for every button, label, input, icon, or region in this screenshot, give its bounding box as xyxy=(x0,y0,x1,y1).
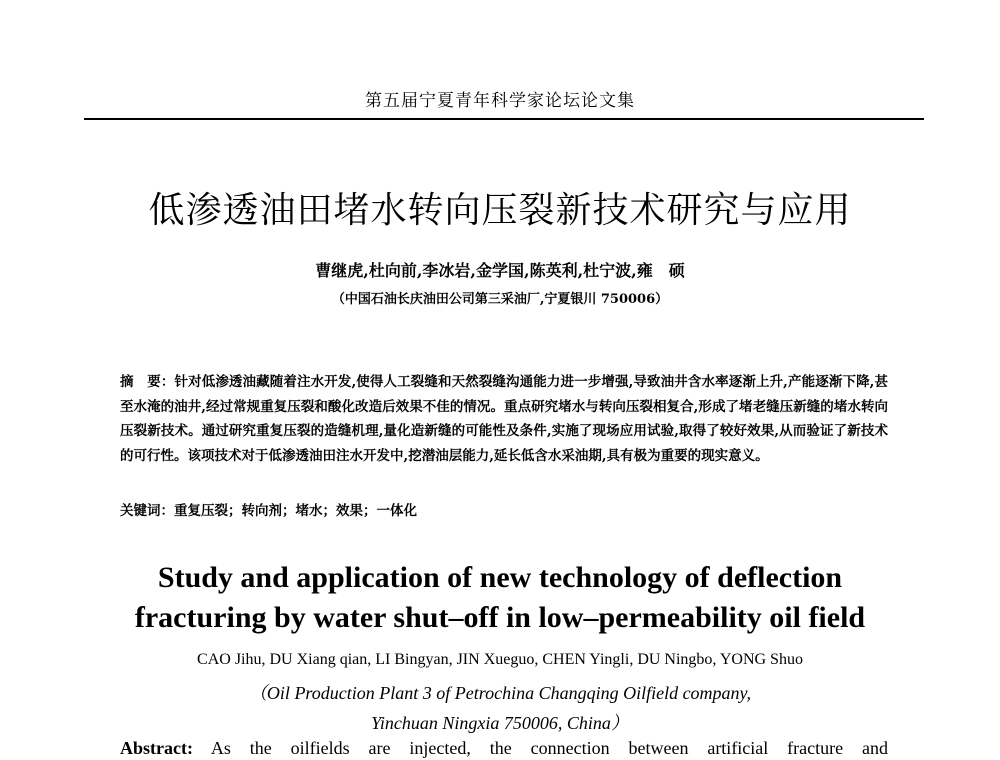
chinese-abstract-text: 针对低渗透油藏随着注水开发,使得人工裂缝和天然裂缝沟通能力进一步增强,导致油井含水率逐渐上升,产能逐渐下降,甚至水淹的油井,经过常规重复压裂和酸化改造后效果不佳的情况。重点研究堵水与转向压裂相复合,形成了堵老缝压新缝的堵水转向压裂新技术。通过研究重复压裂的造缝机理,量化造新缝的可能性及条件,实施了现场应用试验,取得了较好效果,从而验证了新技术的可行性。该项技术对于低渗透油田注水开发中,挖潜油层能力,延长低含水采油期,具有极为重要的现实意义。 xyxy=(120,374,888,464)
chinese-keywords xyxy=(120,500,888,522)
english-abstract-label: Abstract: xyxy=(120,738,193,758)
english-authors: CAO Jihu, DU Xiang qian, LI Bingyan, JIN Xueguo, CHEN Yingli, DU Ningbo, YONG Shuo xyxy=(197,651,803,668)
chinese-affiliation: （中国石油长庆油田公司第三采油厂,宁夏银川 750006） xyxy=(331,292,669,307)
english-title-line-1: Study and application of new technology of deflection xyxy=(157,561,843,594)
english-title xyxy=(0,558,1000,638)
chinese-keywords-text: 重复压裂；转向剂；堵水；效果；一体化 xyxy=(174,503,417,519)
header-rule xyxy=(84,118,924,120)
chinese-authors: 曹继虎,杜向前,李冰岩,金学国,陈英利,杜宁波,雍 硕 xyxy=(315,261,685,280)
chinese-abstract xyxy=(120,370,888,468)
running-header: 第五届宁夏青年科学家论坛论文集 xyxy=(365,91,635,111)
english-title-line-2: fracturing by water shut–off in low–permeability oil field xyxy=(134,601,866,634)
english-affiliation-line-1: （Oil Production Plant 3 of Petrochina Changqing Oilfield company, xyxy=(248,683,752,703)
english-affiliation-line-2: Yinchuan Ningxia 750006, China） xyxy=(371,713,629,733)
english-abstract-text: As the oilfields are injected, the connection between artificial fracture and xyxy=(210,738,888,758)
chinese-abstract-label: 摘 要： xyxy=(120,374,175,390)
chinese-keywords-label: 关键词： xyxy=(120,503,174,519)
english-abstract xyxy=(120,736,888,760)
english-affiliation xyxy=(0,678,1000,738)
chinese-title: 低渗透油田堵水转向压裂新技术研究与应用 xyxy=(148,190,852,231)
